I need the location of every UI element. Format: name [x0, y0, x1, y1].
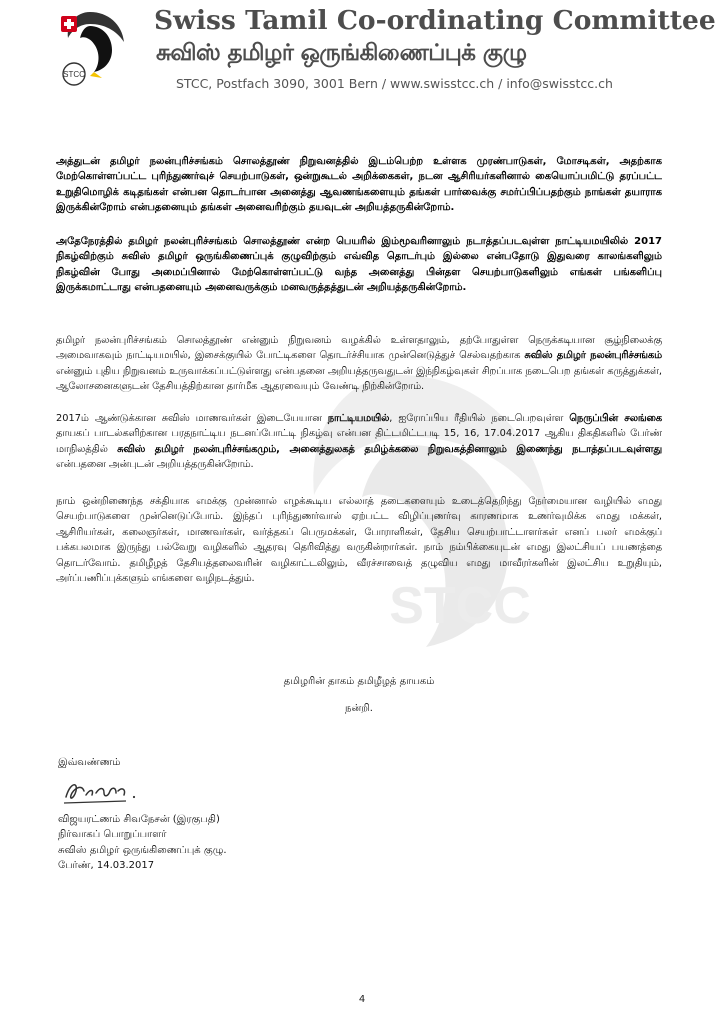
page-number: 4 — [358, 994, 366, 1005]
thanks: நன்றி. — [345, 703, 373, 714]
org-address: STCC, Postfach 3090, 3001 Bern / www.swisstcc.ch / info@swisstcc.ch — [176, 76, 613, 91]
paragraph-text-run: தமிழர் நலன்புரிச்சங்கம் சொலத்தூண் என்னும் நிறுவனம் வழக்கில் உள்ளதாலும், தற்போதுள்ள நெருக்கடியான சூழ்நிலைக்கு அமைவாகவும் நாட்டியமயில், இசைக்குயில் போட்டிகளை தொடர்ச்சியாக முன்னெடுத்துச் செல்வதற்காக — [56, 335, 662, 362]
paragraph-new-organization — [56, 333, 662, 395]
signer-name: விஜயரட்ணம் சிவநேசன் (இரகுபதி) — [58, 814, 220, 825]
paragraph-text-run: நாம் ஒன்றிணைந்த சக்தியாக எமக்கு முன்னால் எழக்கூடிய எல்லாத் தடைகளையும் உடைத்தெறிந்து நேர்மையான வழியில் எமது செயற்பாடுகளை முன்னெடுப்போம். இந்தப் புரிந்துணர்வால் ஏற்பட்ட விழிப்புணர்வு காரணமாக உணர்வுமிக்க எமது மக்கள், ஆசிரியர்கள், கலைஞர்கள், மாணவர்கள், வர்த்தகப் பெருமக்கள், போராளிகள், தேசிய செயற்பாட்டாளர்கள் எனப் பலர் எமக்குப் பக்கபலமாக இருந்து பல்வேறு வழிகளில் ஆதரவு தெரிவித்து வருகின்றார்கள். நாம் நம்பிக்கையுடன் எமது இலட்சியப் பயணத்தை தொடர்வோம். தமிழீழத் தேசியத்தலைவரின் வழிகாட்டலிலும், வீரச்சாவைத் தழுவிய எமது மாவீரர்களின் இலட்சிய உறுதியும், அர்ப்பணிப்புக்களும் எங்களை வழிநடத்தும். — [56, 496, 662, 585]
paragraph-text-run: சுவிஸ் தமிழர் நலன்புரிச்சங்கமும், அனைத்துலகத் தமிழ்க்கலை நிறுவகத்தினாலும் இணைந்து நடாத்தப்படவுள்ளது — [117, 443, 662, 455]
closing-salutation: இவ்வண்ணம் — [58, 757, 121, 768]
paragraph-text-run: நெருப்பின் சலங்கை — [569, 413, 662, 424]
signature-block — [58, 812, 227, 874]
org-title-tamil: சுவிஸ் தமிழர் ஒருங்கிணைப்புக் குழு — [156, 40, 527, 66]
signer-title: நிர்வாகப் பொறுப்பாளர் — [58, 829, 167, 841]
paragraph-text-run: என்பதனை அன்புடன் அறியத்தருகின்றோம். — [56, 459, 254, 471]
handwritten-signature — [60, 775, 140, 809]
paragraph-events-2017 — [56, 411, 662, 473]
paragraph-text-run: என்னும் புதிய நிறுவனம் உருவாக்கப்பட்டுள்ளது என்பதனை அறியத்தருவதுடன் இந்நிகழ்வுகள் சிறப்பாக நடைபெற தங்கள் கருத்துக்கள், ஆலோசனைகளுடன் தேசியத்திற்கான தார்மீக ஆதரவையும் வேண்டி நிற்கின்றோம். — [56, 365, 662, 393]
stcc-logo — [50, 8, 130, 92]
paragraph-text-run: அதேநேரத்தில் தமிழர் நலன்புரிச்சங்கம் சொலத்தூண் என்ற பெயரில் இம்மூவரினாலும் நடாத்தப்படவுள்ள நாட்டியமயிலில் 2017 நிகழ்விற்கும் சுவிஸ் தமிழர் ஒருங்கிணைப்புக் குழுவிற்கும் எவ்வித தொடர்பும் இல்லை என்பதோடு இதுவரை காலங்களிலும் நிகழ்வின் போது அமைப்பினால் மேற்கொள்ளப்பட்டு வந்த அனைத்து பின்தள செயற்பாடுகளிலும் எங்கள் பங்களிப்பு இருக்கமாட்டாது என்பதனையும் அனைவருக்கும் மனவருத்தத்துடன் அறியத்தருகின்றோம். — [56, 236, 662, 294]
paragraph-text-run: , ஐரோப்பிய ரீதியில் நடைபெறவுள்ள — [389, 413, 570, 424]
paragraph-unity-message — [56, 494, 662, 586]
motto: தமிழரின் தாகம் தமிழீழத் தாயகம் — [283, 676, 435, 687]
place-and-date: பேர்ண், 14.03.2017 — [58, 860, 155, 872]
signer-organization: சுவிஸ் தமிழர் ஒருங்கிணைப்புக் குழு. — [58, 844, 227, 856]
org-title-english: Swiss Tamil Co-ordinating Committee — [154, 5, 716, 36]
paragraph-no-affiliation — [56, 234, 662, 296]
logo-text: STCC — [63, 70, 85, 79]
paragraph-text-run: 2017ம் ஆண்டுக்கான சுவிஸ் மாணவர்கள் இடையேயான — [56, 413, 328, 424]
letterhead — [0, 0, 724, 110]
paragraph-documents-offer — [56, 154, 662, 216]
paragraph-text-run: சுவிஸ் தமிழர் நலன்புரிச்சங்கம் — [524, 350, 662, 362]
paragraph-text-run: நாட்டியமயில் — [327, 413, 390, 424]
paragraph-text-run: தாயகப் பாடல்களிற்கான பரதநாட்டிய நடனப்போட்டி நிகழ்வு என்பன திட்டமிட்டபடி 15, 16, 17.04.2017 ஆகிய திகதிகளில் பேர்ண் மாநிலத்தில் — [56, 428, 662, 455]
paragraph-text-run: அத்துடன் தமிழர் நலன்புரிச்சங்கம் சொலத்தூண் நிறுவனத்தில் இடம்பெற்ற உள்ளக முரண்பாடுகள், மோசடிகள், அதற்காக மேற்கொள்ளப்பட்ட புரிந்துணர்வுச் செயற்பாடுகள், ஒன்றுகூடல் அறிக்கைகள், நடன ஆசிரியர்களினால் கையொப்பமிட்டு தரப்பட்ட உறுதிமொழிக் கடிதங்கள் என்பன தொடர்பான அனைத்து ஆவணங்களையும் தங்கள் பார்வைக்கு சமர்ப்பிப்பதற்கும் நாங்கள் தயாராக இருக்கின்றோம் என்பதனையும் தங்கள் அனைவரிற்கும் தயவுடன் அறியத்தருகின்றோம். — [56, 156, 662, 214]
watermark-text: STCC — [389, 577, 531, 635]
